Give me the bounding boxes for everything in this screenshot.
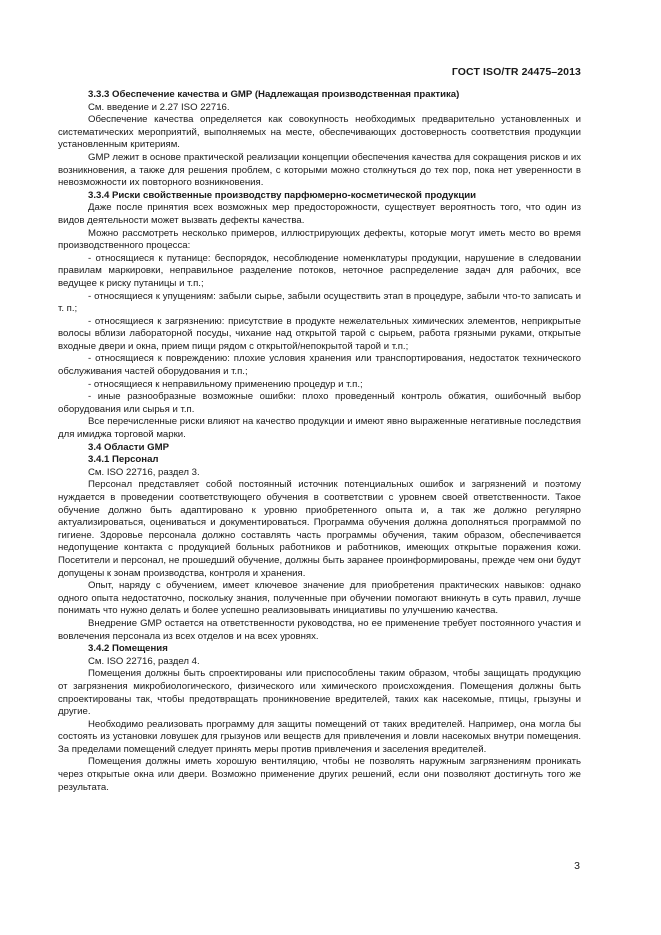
paragraph: Опыт, наряду с обучением, имеет ключевое значение для приобретения практических навыков: однако одного опыта недостаточно, поскольку знания, полученные при обучении помогают вникнуть в суть правил, лучше понимать что нужно делать и более успешно реализовывать инициативы по улучшению качества. xyxy=(58,580,581,617)
document-header: ГОСТ ISO/TR 24475–2013 xyxy=(451,66,581,78)
paragraph: Можно рассмотреть несколько примеров, иллюстрирующих дефекты, которые могут иметь место во время производственного процесса: xyxy=(58,227,581,252)
paragraph: Обеспечение качества определяется как совокупность необходимых предварительно установленных и систематических мероприятий, выполняемых на месте, обеспечивающих достоверность соответствия продукции установленным критериям. xyxy=(58,114,581,151)
document-body xyxy=(58,89,581,794)
paragraph: - относящиеся к неправильному применению процедур и т.п.; xyxy=(88,378,363,390)
section-heading: 3.3.4 Риски свойственные производству парфюмерно-косметической продукции xyxy=(88,189,477,201)
paragraph: - иные разнообразные возможные ошибки: плохо проведенный контроль обжатия, ошибочный выбор оборудования или сырья и т.п. xyxy=(58,391,581,415)
section-heading: 3.4 Области GMP xyxy=(88,441,170,453)
paragraph: - относящиеся к упущениям: забыли сырье, забыли осуществить этап в процедуре, забыли что-то записать и т. п.; xyxy=(58,290,581,315)
paragraph: См. введение и 2.27 ISO 22716. xyxy=(88,101,230,113)
paragraph: Помещения должны быть спроектированы или приспособлены таким образом, чтобы защищать продукцию от загрязнения микробиологического, физического или химического происхождения. Помещения должны быть спроектированы так, чтобы предотвращать проникновение вредителей, таких как насекомые, птицы, грызуны и другие. xyxy=(58,668,581,718)
paragraph: См. ISO 22716, раздел 4. xyxy=(88,655,200,667)
paragraph: GMP лежит в основе практической реализации концепции обеспечения качества для сокращения рисков и их возникновения, а также для решения проблем, с которыми можно столкнуться до тех пор, пока нет уверенности в невозможности их повторного возникновения. xyxy=(58,151,581,189)
paragraph: - относящиеся к повреждению: плохие условия хранения или транспортирования, недостаток технического обслуживания частей оборудования и т.п.; xyxy=(58,353,581,378)
paragraph: Даже после принятия всех возможных мер предосторожности, существует вероятность того, что один из видов деятельности может вызвать дефекты качества. xyxy=(58,202,581,226)
section-heading: 3.3.3 Обеспечение качества и GMP (Надлежащая производственная практика) xyxy=(88,89,460,100)
section-heading: 3.4.1 Персонал xyxy=(88,454,159,466)
paragraph: Необходимо реализовать программу для защиты помещений от таких вредителей. Например, она могла бы состоять из установки ловушек для грызунов или веществ для привлечения и ловли насекомых внутри помещения. За пределами помещений следует принять меры против привлечения и заселения вредителей. xyxy=(58,718,581,755)
paragraph: Внедрение GMP остается на ответственности руководства, но ее применение требует постоянного участия и вовлечения персонала из всех отделов и на всех уровнях. xyxy=(58,617,581,642)
paragraph: Все перечисленные риски влияют на качество продукции и имеют явно выраженные негативные последствия для имиджа торговой марки. xyxy=(58,416,581,441)
paragraph: Персонал представляет собой постоянный источник потенциальных ошибок и загрязнений и поэтому нуждается в проведении соответствующего обучения в соответствии с уровнем своей ответственности. Такое обучение должно быть адаптировано к уровню приобретенного опыта и, а так же должно регулярно актуализироваться, оцениваться и документироваться. Программа обучения должна дополняться программой по гигиене. Здоровье персонала должно составлять часть программы обучения, таким образом, обеспечивается недопущение контакта с продукцией больных работников и работников, имеющих открытые поражения кожи. Посетители и персонал, не прошедший обучение, должны быть заранее проинформированы, прежде чем они будут допущены к зонам производства, контроля и хранения. xyxy=(58,479,581,579)
paragraph: См. ISO 22716, раздел 3. xyxy=(88,466,200,478)
page-number: 3 xyxy=(574,860,580,872)
paragraph: - относящиеся к путанице: беспорядок, несоблюдение номенклатуры продукции, нарушение в следовании правилам маркировки, неправильное разделение потоков, неточное распределение задач для рабочих, все ведущее к риску путаницы и т.п.; xyxy=(58,252,581,289)
paragraph: Помещения должны иметь хорошую вентиляцию, чтобы не позволять наружным загрязнениям проникать через открытые окна или двери. Возможно применение других решений, если они позволяют достигнуть того же результата. xyxy=(58,756,581,793)
section-heading: 3.4.2 Помещения xyxy=(88,643,168,655)
paragraph: - относящиеся к загрязнению: присутствие в продукте нежелательных химических элементов, неприкрытые волосы вблизи лабораторной посуды, чихание над открытой тарой с сырьем, работа грязными руками, открытые входные двери и окна, прием пищи рядом с открытой/непокрытой тарой и т.п.; xyxy=(58,315,581,352)
